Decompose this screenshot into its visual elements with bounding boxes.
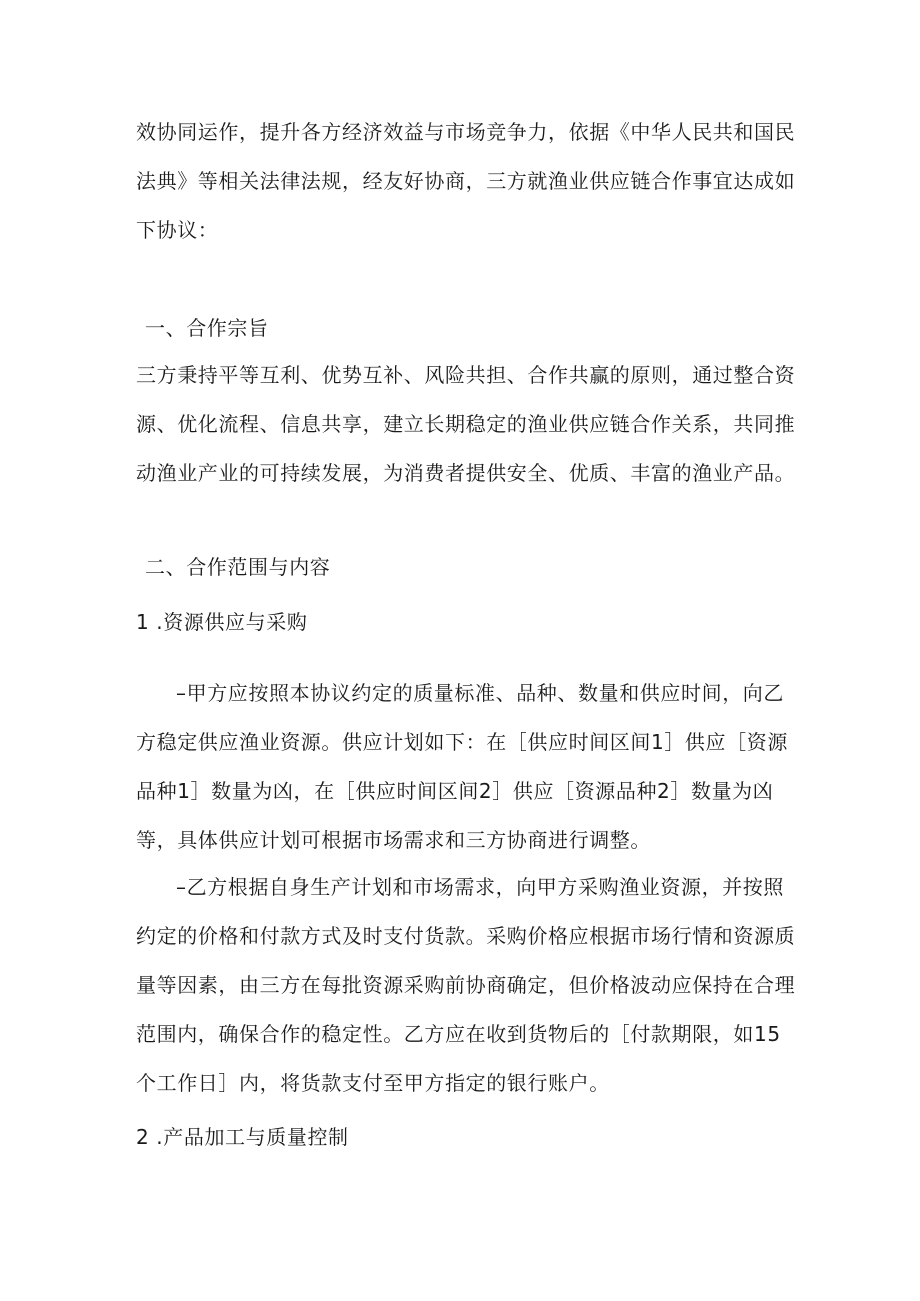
subsection1-heading: 1 .资源供应与采购 [136,610,308,634]
para1-line-3: 品种1］数量为凶，在［供应时间区间2］供应［资源品种2］数量为凶 [136,779,774,803]
para1-line-2: 方稳定供应渔业资源。供应计划如下：在［供应时间区间1］供应［资源 [136,730,788,754]
section2-heading: 二、合作范围与内容 [145,555,331,579]
para2-line-5: 个工作日］内，将货款支付至甲方指定的银行账户。 [136,1071,610,1095]
intro-line-2: 法典》等相关法律法规，经友好协商，三方就渔业供应链合作事宜达成如 [136,169,796,193]
intro-line-3: 下协议： [136,218,219,242]
para2-line-3: 量等因素，由三方在每批资源采购前协商确定，但价格波动应保持在合理 [136,973,796,997]
section1-line-1: 三方秉持平等互利、优势互补、风险共担、合作共赢的原则，通过整合资 [136,363,796,387]
para1-line-4: 等，具体供应计划可根据市场需求和三方协商进行调整。 [136,828,651,852]
para2-line-1: –乙方根据自身生产计划和市场需求，向甲方采购渔业资源，并按照 [176,875,784,899]
para2-line-2: 约定的价格和付款方式及时支付货款。采购价格应根据市场行情和资源质 [136,924,796,948]
section1-line-3: 动渔业产业的可持续发展，为消费者提供安全、优质、丰富的渔业产品。 [136,461,796,485]
para1-line-1: –甲方应按照本协议约定的质量标准、品种、数量和供应时间，向乙 [176,681,784,705]
section1-heading: 一、合作宗旨 [145,316,269,340]
subsection2-heading: 2 .产品加工与质量控制 [136,1125,349,1149]
intro-line-1: 效协同运作，提升各方经济效益与市场竞争力，依据《中华人民共和国民 [136,120,796,144]
para2-line-4: 范围内，确保合作的稳定性。乙方应在收到货物后的［付款期限，如15 [136,1022,781,1046]
section1-line-2: 源、优化流程、信息共享，建立长期稳定的渔业供应链合作关系，共同推 [136,412,796,436]
